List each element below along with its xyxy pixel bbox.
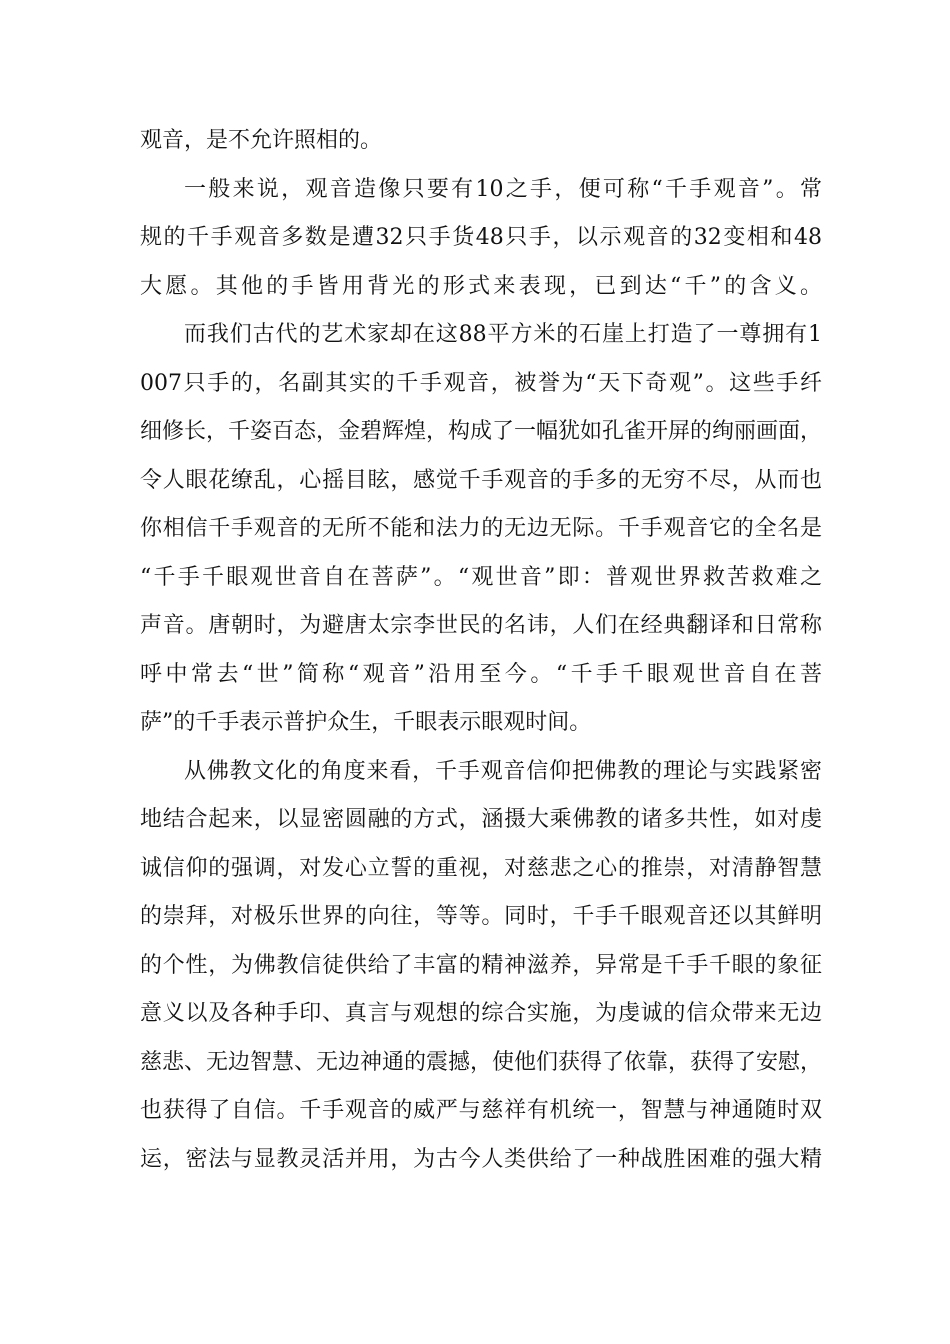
text-line: 地结合起来，以显密圆融的方式，涵摄大乘佛教的诸多共性，如对虔 [140,807,822,832]
text-line: 意义以及各种手印、真言与观想的综合实施，为虔诚的信众带来无边 [140,1001,822,1026]
text-line: 你相信千手观音的无所不能和法力的无边无际。千手观音它的全名是 [140,516,822,541]
text-line: 令人眼花缭乱，心摇目眩，感觉千手观音的手多的无穷不尽，从而也 [140,467,822,493]
text-line: 运，密法与显教灵活并用，为古今人类供给了一种战胜困难的强大精 [140,1146,822,1172]
text-line: 慈悲、无边智慧、无边神通的震撼，使他们获得了依靠，获得了安慰， [140,1049,823,1075]
text-line: 而我们古代的艺术家却在这88平方米的石崖上打造了一尊拥有1 [184,322,822,347]
text-line: 萨”的千手表示普护众生，千眼表示眼观时间。 [140,710,592,735]
text-line: 一般来说，观音造像只要有10之手，便可称“千手观音”。常 [184,176,822,202]
text-line: 诚信仰的强调，对发心立誓的重视，对慈悲之心的推崇，对清静智慧 [140,855,822,881]
text-line: 也获得了自信。千手观音的威严与慈祥有机统一，智慧与神通随时双 [140,1098,822,1123]
text-line: 从佛教文化的角度来看，千手观音信仰把佛教的理论与实践紧密 [184,758,822,784]
body-text [140,117,822,1184]
text-line: 规的千手观音多数是遭32只手货48只手，以示观音的32变相和48 [140,225,822,250]
text-line: 的个性，为佛教信徒供给了丰富的精神滋养，异常是千手千眼的象征 [140,952,822,978]
text-line: 声音。唐朝时，为避唐太宗李世民的名讳，人们在经典翻译和日常称 [140,613,822,638]
text-line: 细修长，千姿百态，金碧辉煌，构成了一幅犹如孔雀开屏的绚丽画面， [140,419,823,444]
text-line: 大愿。其他的手皆用背光的形式来表现，已到达“千”的含义。 [140,273,822,299]
text-line: “千手千眼观世音自在菩萨”。“观世音”即：普观世界救苦救难之 [140,564,822,590]
text-line: 007只手的，名副其实的千手观音，被誉为“天下奇观”。这些手纤 [140,370,822,396]
text-line: 的崇拜，对极乐世界的向往，等等。同时，千手千眼观音还以其鲜明 [140,904,822,929]
text-line: 呼中常去“世”简称“观音”沿用至今。“千手千眼观世音自在菩 [140,661,822,687]
text-line: 观音，是不允许照相的。 [140,128,383,153]
